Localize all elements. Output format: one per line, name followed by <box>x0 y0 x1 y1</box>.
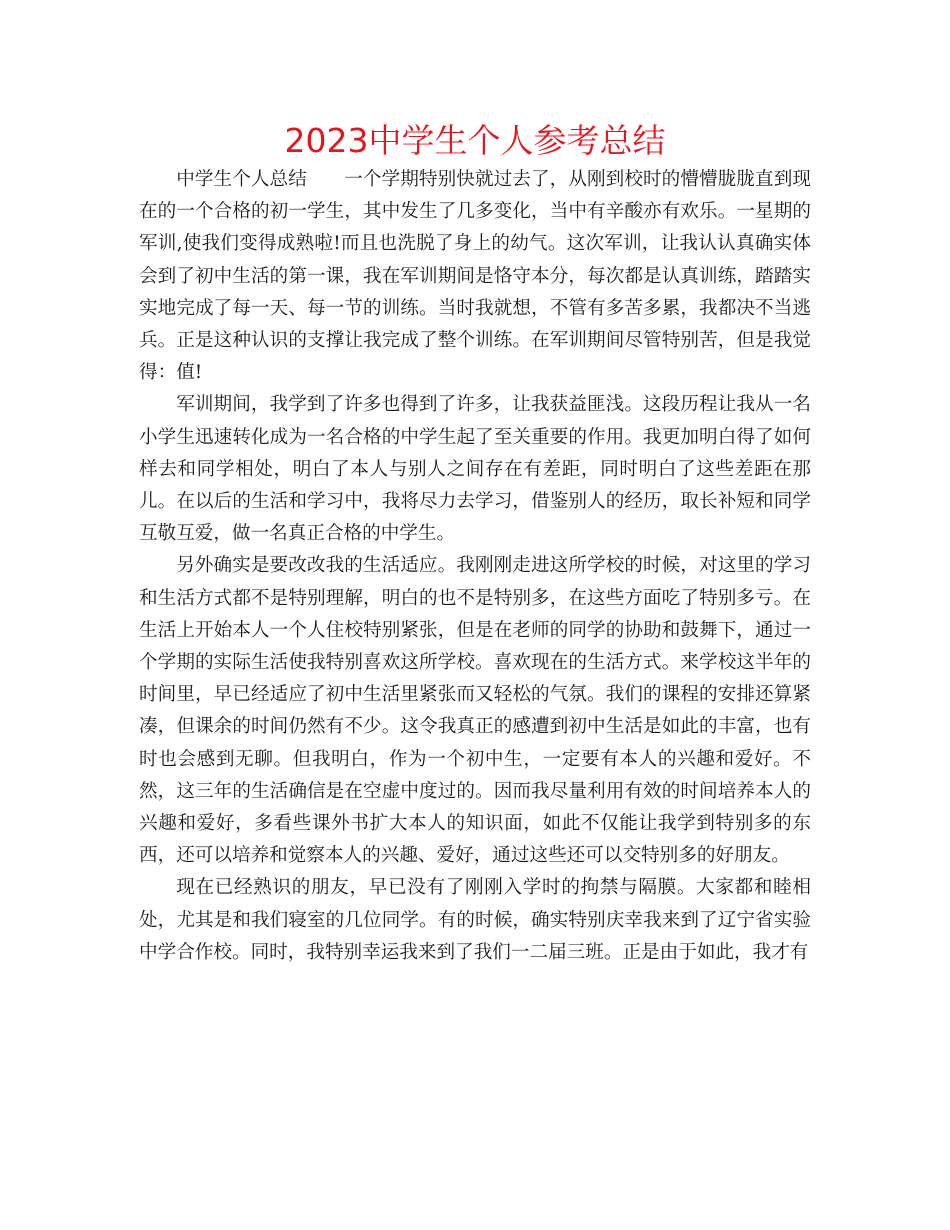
paragraph-1: 中学生个人总结 一个学期特别快就过去了，从刚到校时的懵懵胧胧直到现在的一个合格的初一学生，其中发生了几多变化，当中有辛酸亦有欢乐。一星期的军训,使我们变得成熟啦!而且也洗脱了身上的幼气。这次军训，让我认认真确实体会到了初中生活的第一课，我在军训期间是恪守本分，每次都是认真训练，踏踏实实地完成了每一天、每一节的训练。当时我就想，不管有多苦多累，我都决不当逃兵。正是这种认识的支撑让我完成了整个训练。在军训期间尽管特别苦，但是我觉得：值! <box>139 169 811 384</box>
document-body <box>139 164 811 969</box>
document-title: 2023中学生个人参考总结 <box>284 121 666 160</box>
paragraph-2: 军训期间，我学到了许多也得到了许多，让我获益匪浅。这段历程让我从一名小学生迅速转化成为一名合格的中学生起了至关重要的作用。我更加明白得了如何样去和同学相处，明白了本人与别人之间存在有差距，同时明白了这些差距在那儿。在以后的生活和学习中，我将尽力去学习，借鉴别人的经历，取长补短和同学互敬互爱，做一名真正合格的中学生。 <box>139 394 811 545</box>
paragraph-3: 另外确实是要改改我的生活适应。我刚刚走进这所学校的时候，对这里的学习和生活方式都不是特别理解，明白的也不是特别多，在这些方面吃了特别多亏。在生活上开始本人一个人住校特别紧张，但是在老师的同学的协助和鼓舞下，通过一个学期的实际生活使我特别喜欢这所学校。喜欢现在的生活方式。来学校这半年的时间里，早已经适应了初中生活里紧张而又轻松的气氛。我们的课程的安排还算紧凑，但课余的时间仍然有不少。这令我真正的感遭到初中生活是如此的丰富，也有时也会感到无聊。但我明白，作为一个初中生，一定要有本人的兴趣和爱好。不然，这三年的生活确信是在空虚中度过的。因而我尽量利用有效的时间培养本人的兴趣和爱好，多看些课外书扩大本人的知识面，如此不仅能让我学到特别多的东西，还可以培养和觉察本人的兴趣、爱好，通过这些还可以交特别多的好朋友。 <box>139 555 811 867</box>
paragraph-4: 现在已经熟识的朋友，早已没有了刚刚入学时的拘禁与隔膜。大家都和睦相处，尤其是和我们寝室的几位同学。有的时候，确实特别庆幸我来到了辽宁省实验中学合作校。同时，我特别幸运我来到了我们一二届三班。正是由于如此，我才有 <box>139 877 811 963</box>
